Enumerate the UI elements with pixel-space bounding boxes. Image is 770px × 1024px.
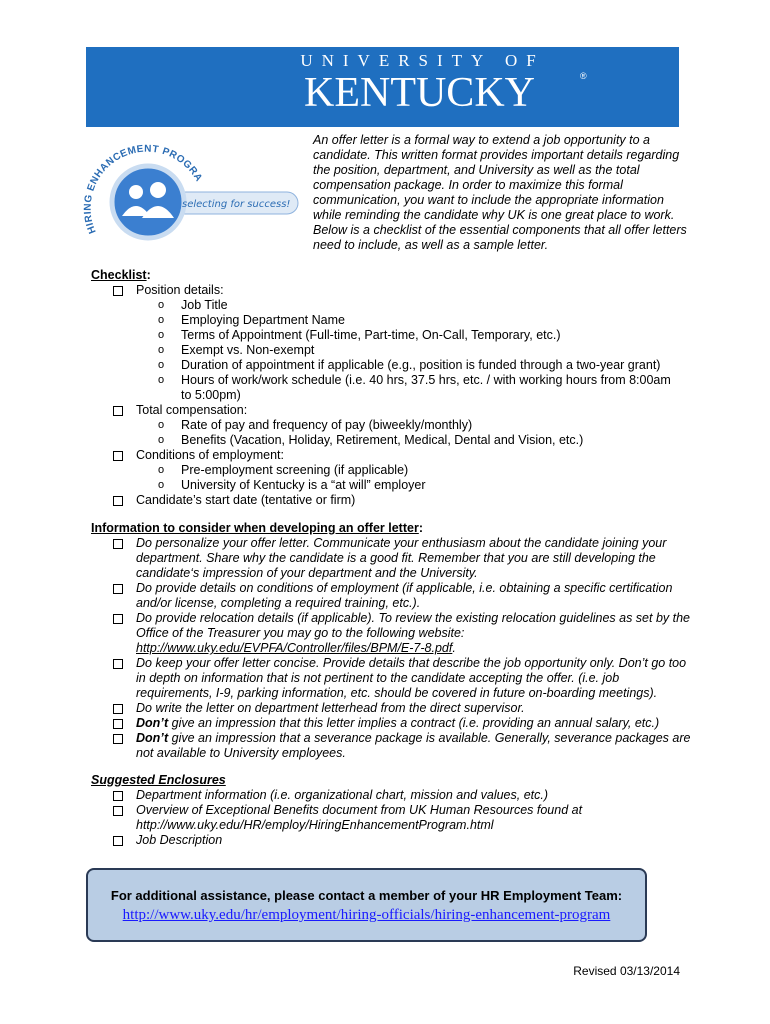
list-item: Exempt vs. Non-exempt xyxy=(181,343,315,357)
start-date-label: Candidate’s start date (tentative or firm) xyxy=(136,493,356,507)
info-item: Do personalize your offer letter. Communicate your enthusiasm about the candidate joining your department. Share why the candidate is a good fit. Remember that you are still developing the candidate‘s impression of your department and the University. xyxy=(136,536,667,580)
list-item-continued: to 5:00pm) xyxy=(181,388,241,402)
info-heading: Information to consider when developing an offer letter xyxy=(91,521,419,535)
list-item: Duration of appointment if applicable (e.g., position is funded through a two-year grant) xyxy=(181,358,661,372)
hiring-enhancement-logo xyxy=(78,132,302,254)
list-item: Employing Department Name xyxy=(181,313,345,327)
list-item: Rate of pay and frequency of pay (biweekly/monthly) xyxy=(181,418,473,432)
banner-line1: UNIVERSITY OF xyxy=(300,51,545,70)
checkbox xyxy=(113,286,123,296)
enclosure-item: Department information (i.e. organizational chart, mission and values, etc.) xyxy=(136,788,548,802)
info-item: give an impression that a severance package is available. Generally, severance packages are not available to University employees. xyxy=(136,731,691,760)
logo-emblem-icon xyxy=(78,132,302,254)
enclosures-heading: Suggested Enclosures xyxy=(91,773,226,787)
checklist-heading: Checklist xyxy=(91,268,147,282)
relocation-link[interactable]: http://www.uky.edu/EVPFA/Controller/files/BPM/E-7-8.pdf xyxy=(136,641,453,655)
list-item: Pre-employment screening (if applicable) xyxy=(181,463,409,477)
logo-arc-text: HIRING ENHANCEMENT PROGRA xyxy=(82,143,205,236)
info-section: Information to consider when developing an offer letter: Do personalize your offer letter. Communicate your enthusiasm about the candidate joining your department. Share why the candidate is a good fit. Remember that you are still developing the candidate‘s impression of your department and the University. Do provide details on conditions of employment (if applicable, i.e. obtaining a specific certification and/or license, completing a required training, etc.). Do provide relocation details (if applicable). To review the existing relocation guidelines as set by the Office of the Treasurer you may go to the following website: http://www.uky.edu/EVPFA/Controller/files/BPM/E-7-8.pdf. Do keep your offer letter concise. Provide details that describe the job opportunity only. Don’t go too in depth on information that is not pertinent to the candidate accepting the offer. (i.e. job requirements, I-9, parking information, etc. should be covered in future on-boarding meetings). Do write the letter on department letterhead from the direct supervisor. Don’t give an impression that this letter implies a contract (i.e. providing an annual salary, etc.) Don’t give an impression that a severance package is available. Generally, severance packages are not available to University employees. xyxy=(91,521,691,760)
position-details-label: Position details: xyxy=(136,283,224,297)
info-item: Do provide details on conditions of employment (if applicable, i.e. obtaining a specific certification and/or license, completing a required training, etc.). xyxy=(136,581,673,610)
list-item: University of Kentucky is a “at will” employer xyxy=(181,478,426,492)
list-item: Hours of work/work schedule (i.e. 40 hrs, 37.5 hrs, etc. / with working hours from 8:00am xyxy=(181,373,671,387)
info-item: give an impression that this letter implies a contract (i.e. providing an annual salary, etc.) xyxy=(168,716,660,730)
list-item: Terms of Appointment (Full-time, Part-time, On-Call, Temporary, etc.) xyxy=(181,328,561,342)
conditions-label: Conditions of employment: xyxy=(136,448,284,462)
university-banner xyxy=(86,47,679,127)
checkbox xyxy=(113,496,123,506)
checkbox xyxy=(113,406,123,416)
checkbox xyxy=(113,451,123,461)
assistance-link[interactable]: http://www.uky.edu/hr/employment/hiring-officials/hiring-enhancement-program xyxy=(122,907,611,923)
banner-line2: KENTUCKY xyxy=(304,70,535,116)
info-item: Do write the letter on department letterhead from the direct supervisor. xyxy=(136,701,525,715)
assistance-text: For additional assistance, please contact a member of your HR Employment Team: xyxy=(110,888,623,903)
intro-paragraph: An offer letter is a formal way to extend a job opportunity to a candidate. This written format provides important details regarding the position, department, and University as well as the total compensation package. In order to maximize this formal communication, you want to include the appropriate information while reminding the candidate why UK is one great place to work. Below is a checklist of the essential components that all offer letters need to include, as well as a sample letter. xyxy=(313,133,687,252)
checklist-section: Checklist: Position details: o Job Title o Employing Department Name o Terms of Appointment (Full-time, Part-time, On-Call, Temporary, etc.) o Exempt vs. Non-exempt o Duration of appointment if applicable (e.g., position is funded through a two-year grant) o Hours of work/work schedule (i.e. 40 hrs, 37.5 hrs, etc. / with working hours from 8:00am to 5:00pm) Total compensation: o Rate of pay and frequency of pay (biweekly/monthly) o Benefits (Vacation, Holiday, Retirement, Medical, Dental and Vision, etc.) Conditions of employment: o Pre-employment screening (if applicable) o University of Kentucky is a “at will” employer Candidate’s start date (tentative or firm) xyxy=(91,268,671,507)
list-item: Benefits (Vacation, Holiday, Retirement, Medical, Dental and Vision, etc.) xyxy=(181,433,584,447)
list-item: Job Title xyxy=(181,298,228,312)
info-item: Do provide relocation details (if applicable). To review the existing relocation guidelines as set by the Office of the Treasurer you may go to the following website: xyxy=(136,611,691,640)
registered-mark: ® xyxy=(580,71,587,81)
enclosure-item: Overview of Exceptional Benefits document from UK Human Resources found at http://www.uky.edu/HR/employ/HiringEnhancementProgram.html xyxy=(136,803,583,832)
logo-tagline: selecting for success! xyxy=(182,199,291,210)
assistance-box xyxy=(86,868,647,942)
enclosures-section xyxy=(91,773,691,848)
revised-date: Revised 03/13/2014 xyxy=(573,964,680,978)
total-compensation-label: Total compensation: xyxy=(136,403,248,417)
enclosure-item: Job Description xyxy=(136,833,223,847)
info-item: Do keep your offer letter concise. Provide details that describe the job opportunity only. Don’t go too in depth on information that is not pertinent to the candidate accepting the offer. (i.e. job requirements, I-9, parking information, etc. should be covered in future on-boarding meetings). xyxy=(136,656,687,700)
